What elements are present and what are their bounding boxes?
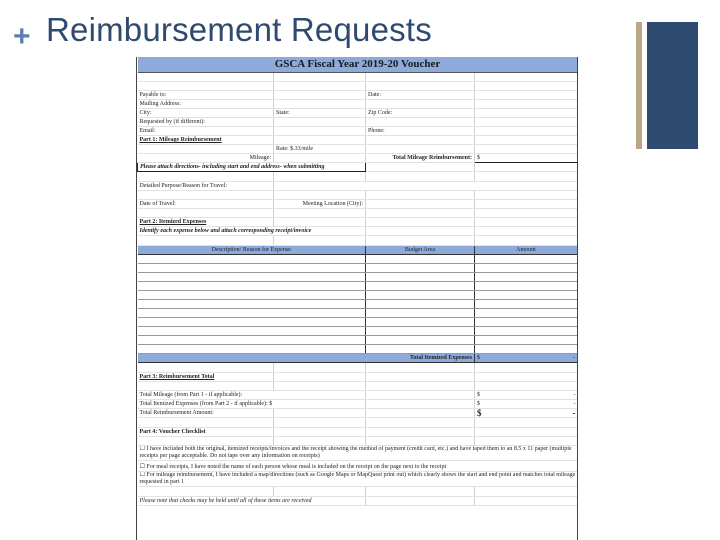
expense-budget-cell — [366, 273, 475, 282]
rate-label: Rate: $.33/mile — [274, 145, 366, 154]
expense-description-cell — [138, 282, 366, 291]
expense-description-cell — [138, 345, 366, 354]
col-description: Description/ Reason for Expense — [138, 246, 366, 255]
expense-row — [138, 264, 578, 273]
expense-amount-cell — [475, 345, 578, 354]
zip-label: Zip Code: — [366, 109, 475, 118]
expense-row — [138, 300, 578, 309]
expense-row — [138, 309, 578, 318]
checkbox-icon: ☐ — [139, 472, 145, 478]
expense-amount-cell — [475, 282, 578, 291]
attach-note: Please attach directions- including start and end address- when submitting — [138, 163, 366, 172]
amount-dash: - — [573, 392, 576, 398]
expense-budget-cell — [366, 255, 475, 264]
expense-amount-cell — [475, 309, 578, 318]
accent-bar — [636, 22, 642, 149]
checkbox-icon: ☐ — [139, 464, 145, 470]
phone-label: Phone: — [366, 127, 475, 136]
checklist-item-2 — [138, 461, 578, 472]
amount-dash: - — [573, 401, 576, 407]
expense-row — [138, 318, 578, 327]
meeting-location-label: Meeting Location (City): — [274, 200, 366, 209]
voucher-form-image — [136, 57, 578, 540]
total-reimbursement-value — [475, 409, 578, 418]
expense-row — [138, 327, 578, 336]
mailing-address-label: Mailing Address: — [138, 100, 274, 109]
expense-amount-cell — [475, 291, 578, 300]
expense-amount-cell — [475, 273, 578, 282]
checklist-item-3 — [138, 472, 578, 487]
expense-budget-cell — [366, 318, 475, 327]
identify-note: Identify each expense below and attach corresponding receipt/invoice — [138, 227, 366, 236]
email-label: Email: — [138, 127, 274, 136]
expense-row — [138, 282, 578, 291]
checkbox-icon: ☐ — [139, 446, 145, 452]
total-mileage-part3-label: Total Mileage (from Part 1 - if applicable): — [138, 391, 366, 400]
part2-heading: Part 2: Itemized Expenses — [138, 218, 274, 227]
col-budget-area: Budget Area — [366, 246, 475, 255]
checklist-text: I have included both the original, itemized receipts/invoices and the receipt showing the method of payment (credit card, etc.) and have taped them to an 8.5 x 11 paper (multiple receipts per page acceptable. Do not tape over any information on receipts) — [139, 446, 572, 459]
expense-budget-cell — [366, 336, 475, 345]
expense-budget-cell — [366, 282, 475, 291]
part1-heading: Part 1: Mileage Reimbursement — [138, 136, 274, 145]
amount-dash: - — [572, 408, 576, 418]
expense-amount-cell — [475, 300, 578, 309]
dollar-sign: $ — [477, 355, 480, 361]
expense-budget-cell — [366, 291, 475, 300]
total-itemized-value — [475, 354, 578, 363]
part3-heading: Part 3: Reimbursement Total — [138, 373, 274, 382]
plus-icon: + — [13, 20, 31, 53]
accent-block — [647, 22, 698, 149]
expense-amount-cell — [475, 264, 578, 273]
expense-row — [138, 255, 578, 264]
state-label: State: — [274, 109, 366, 118]
final-note: Please note that checks may be held until all of these items are received — [138, 497, 366, 506]
checklist-text: For meal receipts, I have noted the name of each person whose meal is included on the receipt on the page next to the receipt — [146, 464, 447, 470]
amount-dash: - — [573, 355, 575, 361]
total-itemized-part3-value — [475, 400, 578, 409]
expense-budget-cell — [366, 300, 475, 309]
voucher-title: GSCA Fiscal Year 2019-20 Voucher — [138, 57, 578, 73]
slide-title: Reimbursement Requests — [46, 11, 432, 48]
requested-by-label: Requested by (if different): — [138, 118, 274, 127]
checklist-item-1 — [138, 446, 578, 461]
checklist-text: For mileage reimbursement, I have included a map/directions (such as Google Maps or MapQuest print out) which clearly shows the start and end point and matches total mileage requested in part 1 — [139, 472, 576, 485]
expense-budget-cell — [366, 327, 475, 336]
total-itemized-label: Total Itemized Expenses — [138, 354, 475, 363]
expense-amount-cell — [475, 327, 578, 336]
expense-amount-cell — [475, 336, 578, 345]
date-label: Date: — [366, 91, 475, 100]
expense-amount-cell — [475, 318, 578, 327]
part4-heading: Part 4: Voucher Checklist — [138, 428, 274, 437]
expense-description-cell — [138, 309, 366, 318]
mileage-label: Mileage: — [138, 154, 274, 163]
total-itemized-part3-label: Total Itemized Expenses (from Part 2 - if applicable): $ — [138, 400, 366, 409]
expense-budget-cell — [366, 345, 475, 354]
dollar-sign: $ — [477, 401, 480, 407]
city-label: City: — [138, 109, 274, 118]
expense-budget-cell — [366, 309, 475, 318]
total-mileage-label: Total Mileage Reimbursement: — [366, 154, 475, 163]
total-reimbursement-label: Total Reimbursement Amount: — [138, 409, 274, 418]
expense-row — [138, 345, 578, 354]
payable-to-label: Payable to: — [138, 91, 274, 100]
expense-amount-cell — [475, 255, 578, 264]
purpose-label: Detailed Purpose/Reason for Travel: — [138, 182, 274, 191]
expense-row — [138, 336, 578, 345]
expense-description-cell — [138, 291, 366, 300]
expense-description-cell — [138, 327, 366, 336]
expense-row — [138, 291, 578, 300]
expense-description-cell — [138, 264, 366, 273]
dollar-sign: $ — [477, 408, 482, 418]
expense-row — [138, 273, 578, 282]
expense-description-cell — [138, 255, 366, 264]
total-mileage-part3-value — [475, 391, 578, 400]
col-amount: Amount — [475, 246, 578, 255]
dollar-sign: $ — [477, 392, 480, 398]
total-mileage-value: $ — [475, 154, 578, 163]
expense-description-cell — [138, 318, 366, 327]
expense-budget-cell — [366, 264, 475, 273]
expense-description-cell — [138, 300, 366, 309]
expense-description-cell — [138, 336, 366, 345]
date-of-travel-label: Date of Travel: — [138, 200, 274, 209]
expense-description-cell — [138, 273, 366, 282]
